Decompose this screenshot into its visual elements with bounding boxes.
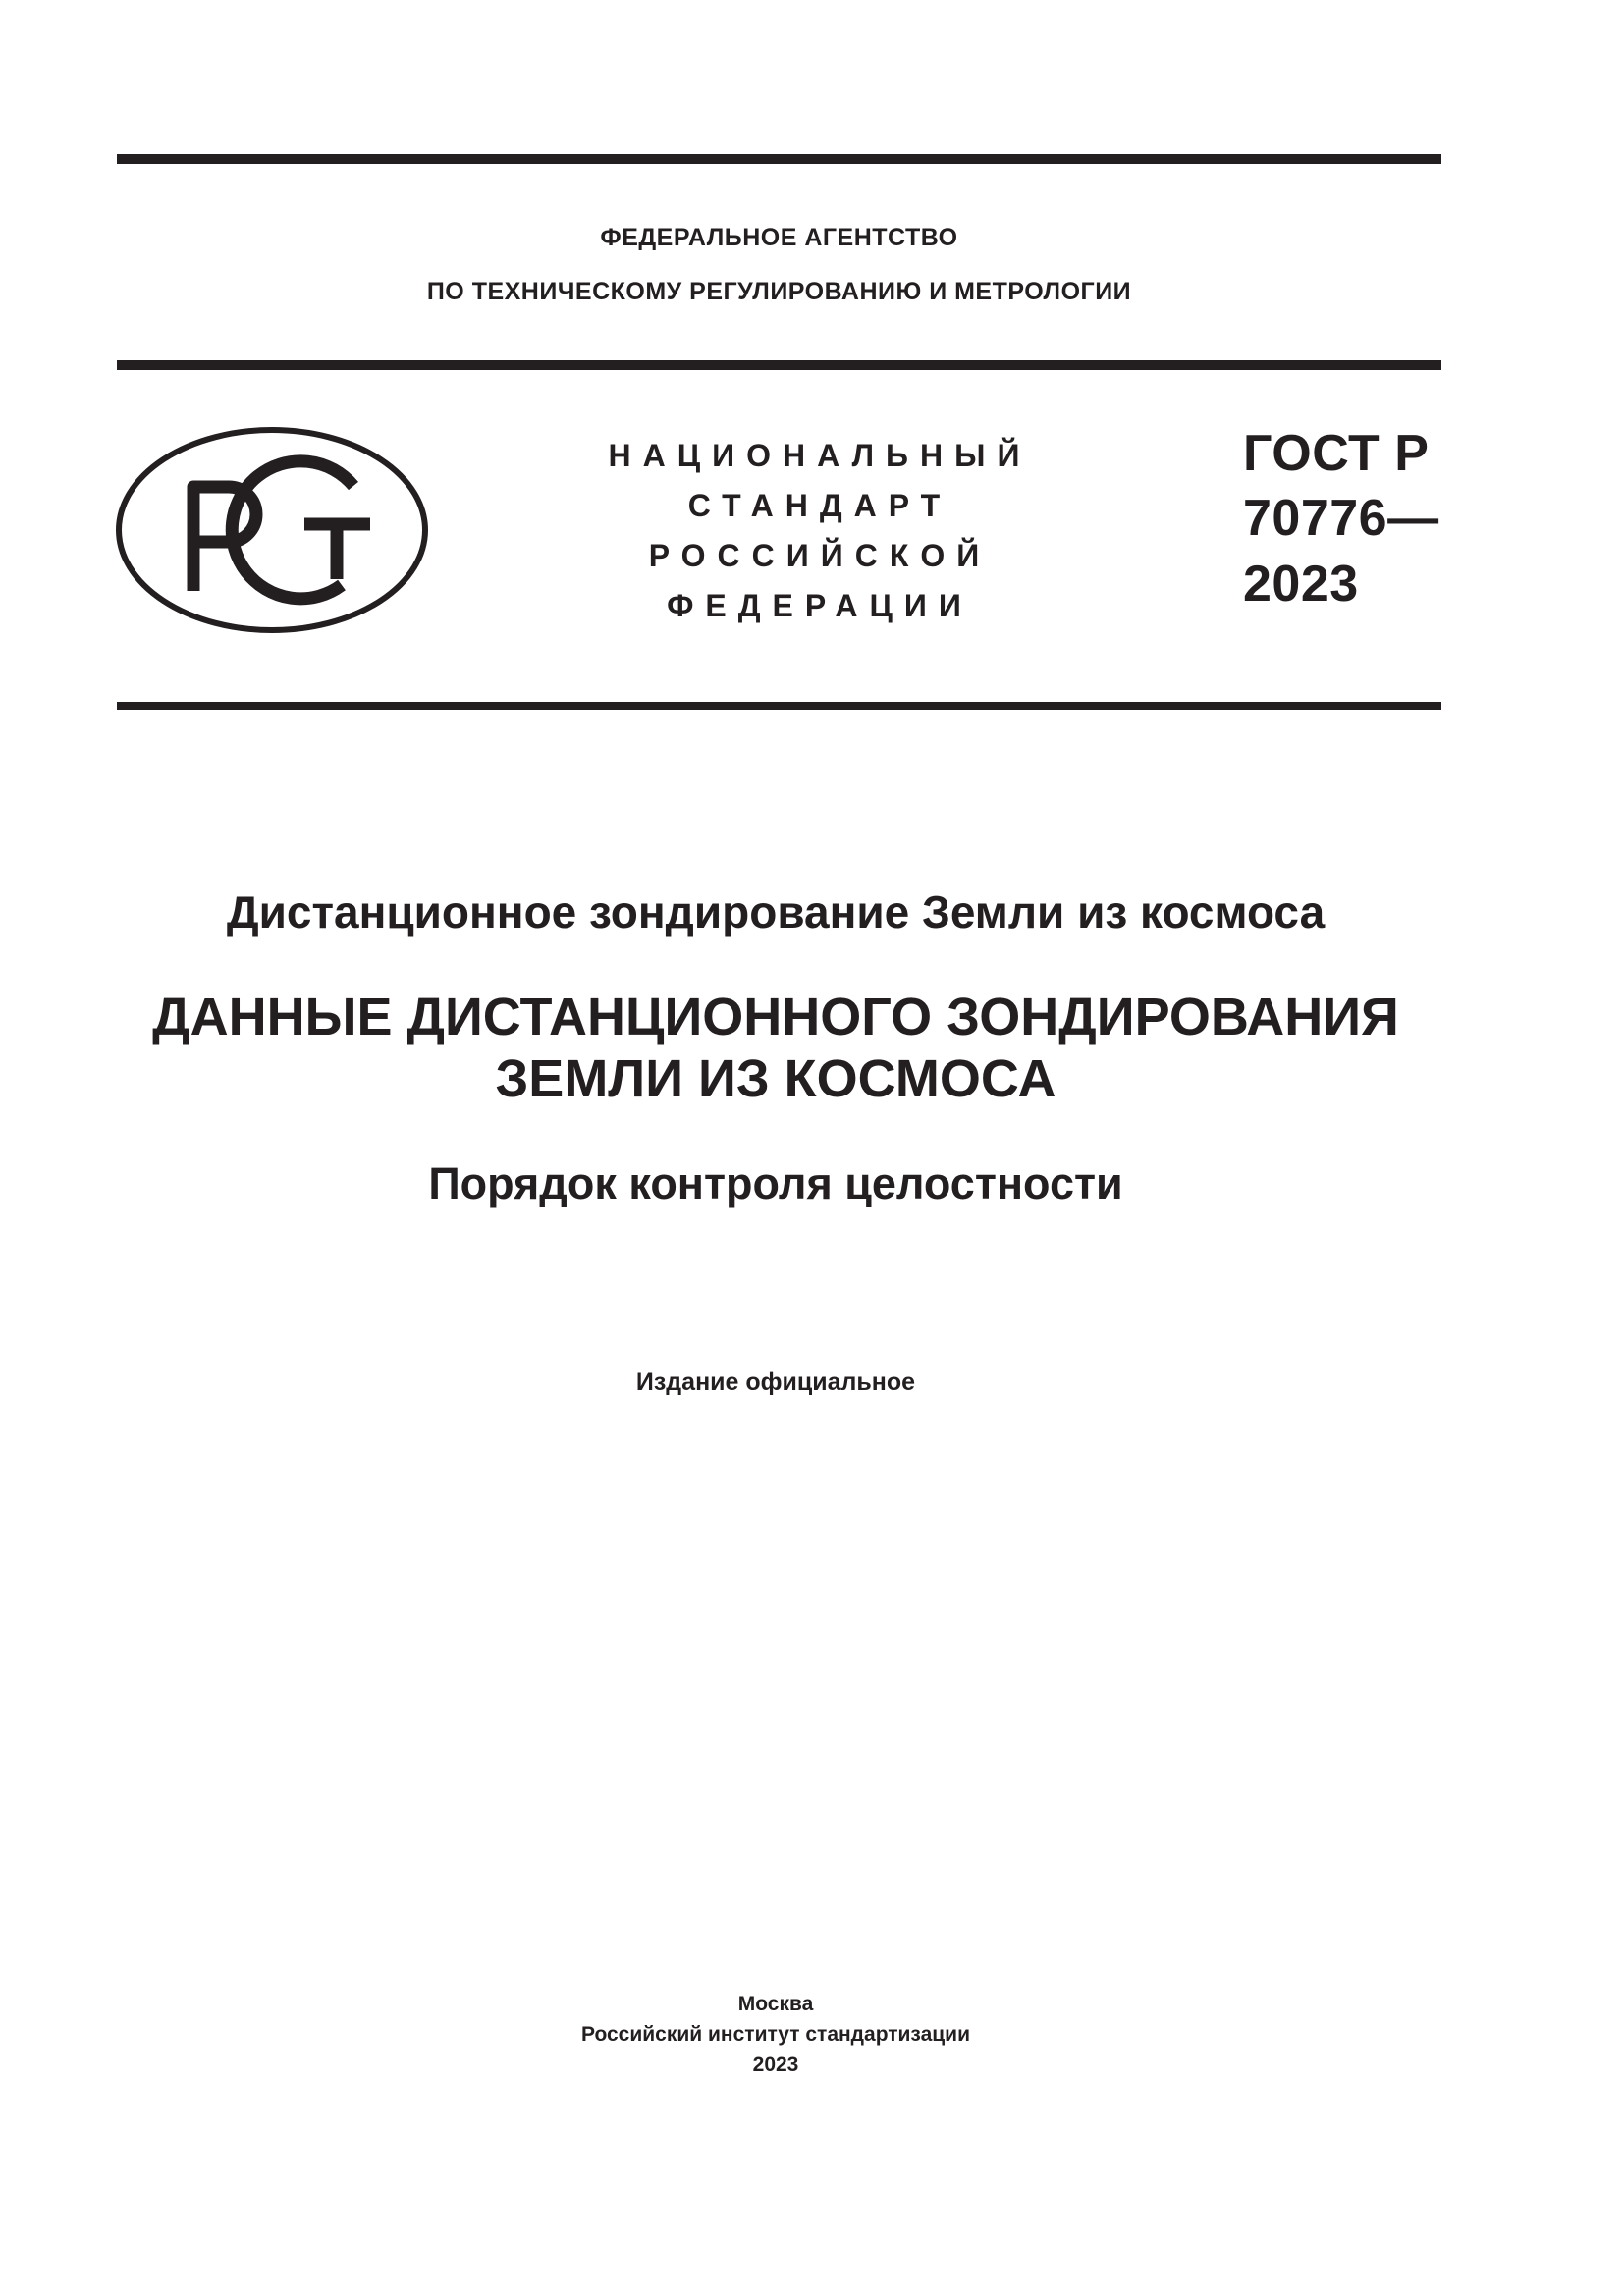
imprint-city: Москва	[737, 1993, 814, 2015]
standard-type-line1: НАЦИОНАЛЬНЫЙ	[608, 438, 1032, 473]
header-rule	[117, 360, 1441, 370]
standard-rule	[117, 702, 1441, 710]
main-title-line1: ДАННЫЕ ДИСТАНЦИОННОГО ЗОНДИРОВАНИЯ	[152, 988, 1399, 1046]
series-title: Дистанционное зондирование Земли из космоса	[226, 886, 1326, 937]
agency-name-line1: ФЕДЕРАЛЬНОЕ АГЕНТСТВО	[600, 224, 958, 251]
standard-code-line1: ГОСТ Р	[1243, 425, 1430, 482]
top-rule	[117, 154, 1441, 164]
standard-code-line2: 70776—	[1243, 490, 1439, 547]
imprint-year: 2023	[752, 2054, 799, 2076]
agency-name-line2: ПО ТЕХНИЧЕСКОМУ РЕГУЛИРОВАНИЮ И МЕТРОЛОГИИ	[426, 278, 1132, 305]
standard-type-line4: ФЕДЕРАЦИИ	[667, 588, 973, 623]
rst-certification-mark-icon	[115, 426, 429, 634]
subtitle: Порядок контроля целостности	[428, 1158, 1123, 1208]
standard-type-line3: РОССИЙСКОЙ	[648, 538, 992, 573]
standard-code-line3: 2023	[1243, 556, 1359, 613]
imprint-publisher: Российский институт стандартизации	[580, 2023, 971, 2046]
edition-label: Издание официальное	[635, 1368, 916, 1396]
main-title-line2: ЗЕМЛИ ИЗ КОСМОСА	[495, 1049, 1056, 1108]
standard-type-line2: СТАНДАРТ	[687, 488, 952, 523]
